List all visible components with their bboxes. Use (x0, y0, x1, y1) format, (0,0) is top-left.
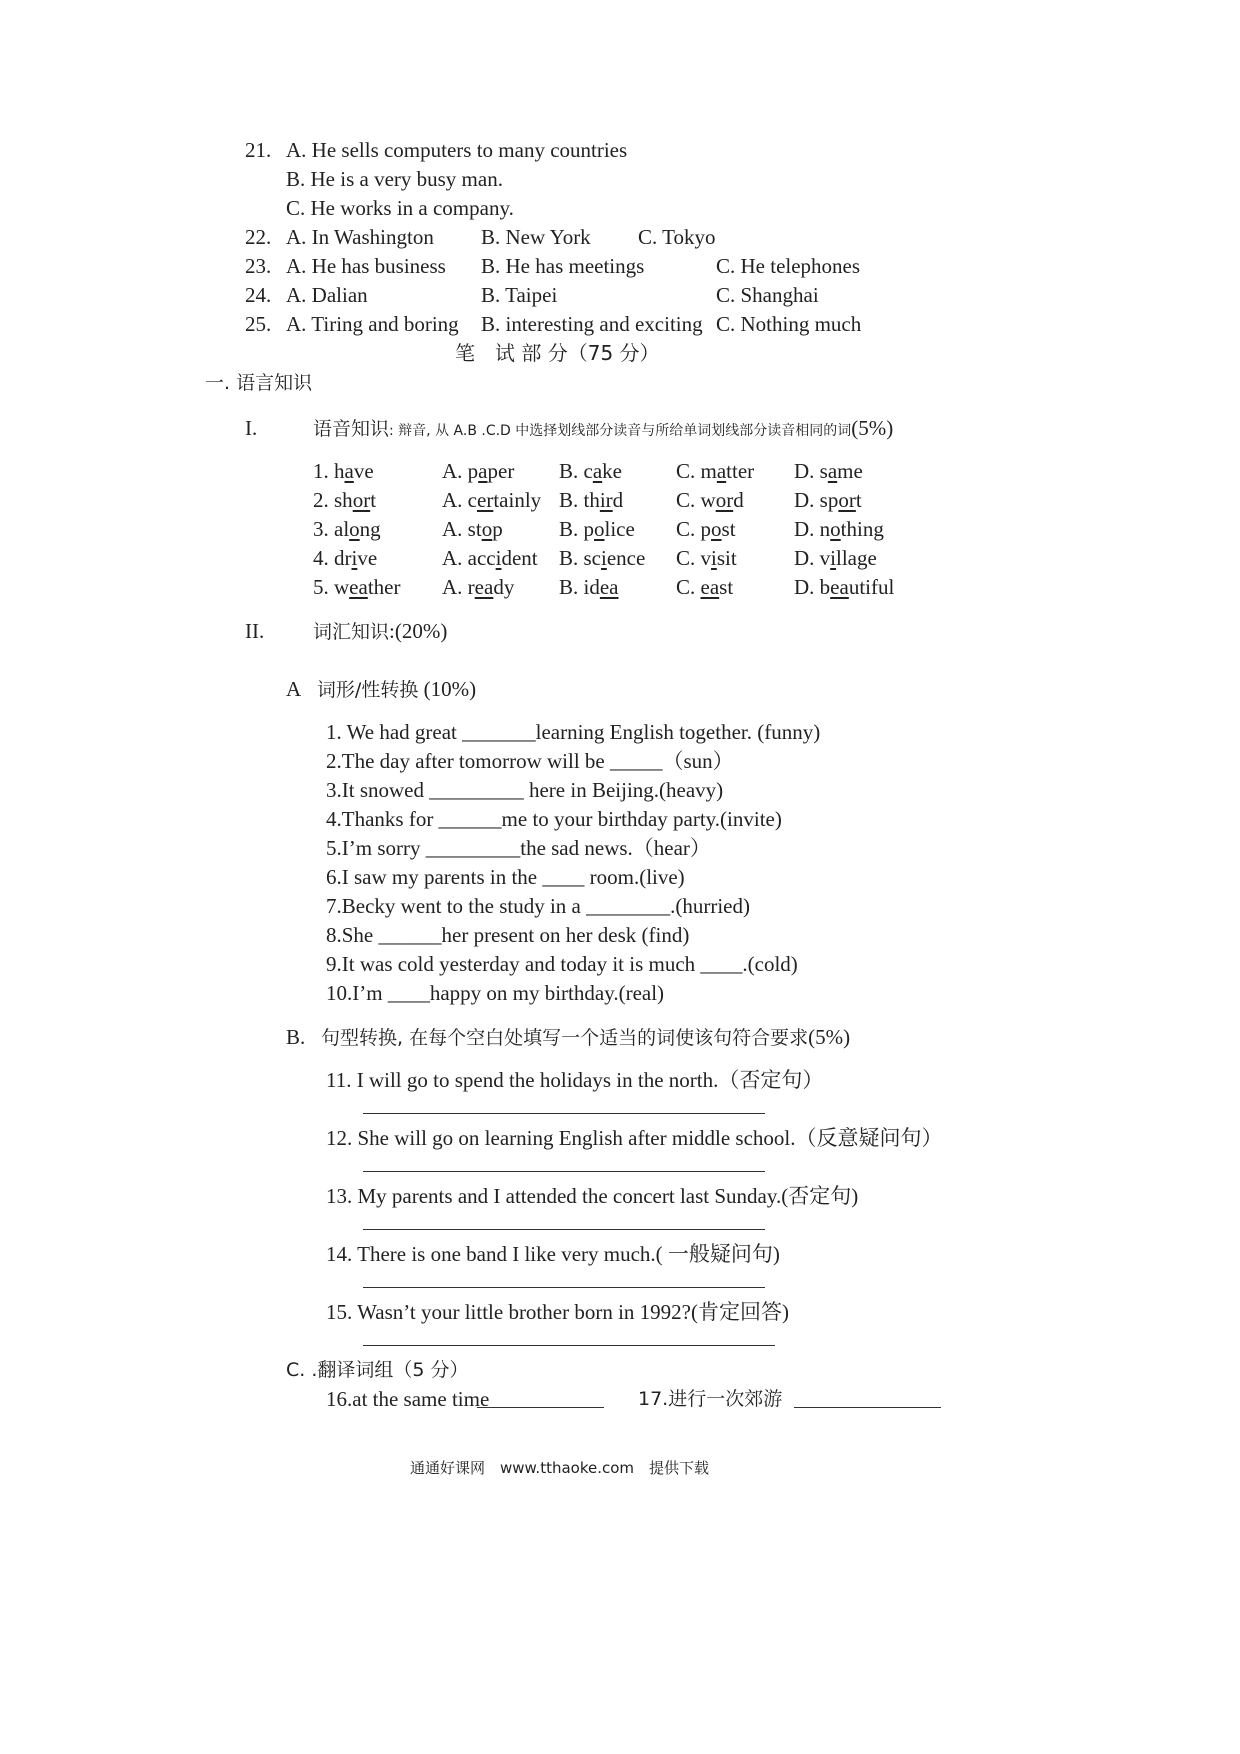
word-suffix: t (370, 488, 377, 512)
word-suffix: ve (357, 546, 378, 570)
word-form-item: 8.She ______her present on her desk (find) (326, 923, 690, 947)
word-prefix: D. n (794, 517, 831, 541)
word-form-item: 4.Thanks for ______me to your birthday party.(invite) (326, 807, 782, 831)
phonetics-option (559, 574, 619, 600)
answer-line[interactable] (363, 1287, 765, 1288)
word-prefix: B. th (559, 488, 600, 512)
phonetics-option (559, 545, 645, 571)
answer-line[interactable] (794, 1407, 941, 1408)
word-suffix: ve (353, 459, 374, 483)
q24-option-c: C. Shanghai (716, 283, 819, 307)
phonetics-option (559, 516, 635, 542)
underlined-letters: o (711, 517, 722, 541)
underlined-letters: ea (830, 575, 849, 599)
footer-text: 通通好课网 www.tthaoke.com 提供下载 (410, 1459, 710, 1477)
word-suffix: thing (840, 517, 884, 541)
underlined-letters: ea (700, 575, 720, 599)
word-prefix: A. acc (442, 546, 496, 570)
underlined-letters: a (478, 459, 488, 483)
word-prefix: B. id (559, 575, 600, 599)
word-suffix: utiful (848, 575, 895, 599)
phonetics-option (794, 545, 877, 571)
underlined-letters: o (349, 517, 360, 541)
word-prefix: B. c (559, 459, 593, 483)
q25-option-a: A. Tiring and boring (286, 312, 459, 336)
word-suffix: tainly (493, 488, 542, 512)
underlined-letters: a (344, 459, 354, 483)
word-prefix: D. s (794, 459, 828, 483)
phonetics-option (676, 574, 733, 600)
word-form-item: 2.The day after tomorrow will be _____（sun） (326, 749, 734, 773)
word-form-item: 7.Becky went to the study in a ________.(hurried) (326, 894, 750, 918)
phonetics-title: 语音知识 (313, 418, 390, 440)
section-b-title: 句型转换, 在每个空白处填写一个适当的词使该句符合要求 (321, 1027, 809, 1049)
answer-line[interactable] (363, 1113, 765, 1114)
word-prefix: A. c (442, 488, 477, 512)
word-prefix: A. st (442, 517, 482, 541)
underlined-letters: o (594, 517, 605, 541)
phonetics-option (794, 516, 884, 542)
word-prefix: 2. sh (313, 488, 353, 512)
underlined-letters: i (830, 546, 837, 570)
word-suffix: st (719, 575, 734, 599)
underlined-letters: i (711, 546, 717, 570)
answer-line[interactable] (363, 1171, 765, 1172)
word-suffix: p (492, 517, 503, 541)
q25-option-c: C. Nothing much (716, 312, 862, 336)
phonetics-score: (5%) (851, 416, 894, 440)
word-suffix: tter (726, 459, 755, 483)
word-suffix: d (612, 488, 624, 512)
word-prefix: 3. al (313, 517, 350, 541)
transform-item: 13. My parents and I attended the concert last Sunday.(否定句) (326, 1184, 859, 1208)
underlined-letters: or (715, 488, 734, 512)
phonetics-option (559, 458, 622, 484)
section-c-title: C. .翻译词组（5 分） (286, 1359, 469, 1381)
word-prefix: C. v (676, 546, 712, 570)
phonetics-given-word (313, 458, 374, 484)
word-suffix: per (487, 459, 515, 483)
word-suffix: t (855, 488, 862, 512)
answer-line[interactable] (363, 1229, 765, 1230)
word-suffix: lice (604, 517, 635, 541)
phonetics-given-word (313, 545, 377, 571)
word-prefix: D. v (794, 546, 831, 570)
word-suffix: me (837, 459, 863, 483)
q23-option-a: A. He has business (286, 254, 446, 278)
phonetics-option (442, 545, 538, 571)
phonetics-option (676, 487, 744, 513)
word-suffix: sit (716, 546, 737, 570)
vocabulary-title: 词汇知识 (313, 621, 390, 643)
q24-option-a: A. Dalian (286, 283, 368, 307)
word-prefix: A. p (442, 459, 479, 483)
word-prefix: B. sc (559, 546, 601, 570)
word-form-item: 3.It snowed _________ here in Beijing.(heavy) (326, 778, 724, 802)
q21-option-c: C. He works in a company. (286, 196, 514, 220)
translate-item-16: 16.at the same time (326, 1387, 490, 1411)
vocabulary-heading (313, 618, 447, 645)
section-a-title: 词形/性转换 (316, 679, 419, 701)
underlined-letters: i (495, 546, 502, 570)
word-form-item: 6.I saw my parents in the ____ room.(live) (326, 865, 685, 889)
underlined-letters: a (592, 459, 603, 483)
phonetics-option (794, 458, 863, 484)
transform-item: 12. She will go on learning English after middle school.（反意疑问句） (326, 1126, 943, 1150)
q25-option-b: B. interesting and exciting (481, 312, 703, 336)
q21-number: 21. (245, 138, 272, 162)
section-b-score: (5%) (808, 1025, 851, 1049)
q22-number: 22. (245, 225, 272, 249)
vocabulary-score: :(20%) (389, 619, 448, 643)
underlined-letters: ir (599, 488, 613, 512)
transform-item: 11. I will go to spend the holidays in the north.（否定句） (326, 1068, 824, 1092)
word-prefix: D. sp (794, 488, 839, 512)
word-suffix: st (721, 517, 736, 541)
word-prefix: 4. dr (313, 546, 352, 570)
phonetics-instruction: : 辩音, 从 A.B .C.D 中选择划线部分读音与所给单词划线部分读音相同的词 (389, 423, 852, 439)
phonetics-option (442, 458, 514, 484)
q22-option-c: C. Tokyo (638, 225, 716, 249)
word-prefix: 1. h (313, 459, 345, 483)
phonetics-option (559, 487, 623, 513)
word-prefix: 5. w (313, 575, 350, 599)
word-form-item: 1. We had great _______learning English together. (funny) (326, 720, 821, 744)
word-suffix: dent (501, 546, 538, 570)
word-prefix: B. p (559, 517, 595, 541)
q23-option-b: B. He has meetings (481, 254, 645, 278)
phonetics-given-word (313, 516, 381, 542)
underlined-letters: a (716, 459, 727, 483)
section-a-heading (286, 676, 476, 703)
phonetics-option (676, 458, 754, 484)
phonetics-option (676, 516, 736, 542)
phonetics-heading (313, 415, 893, 444)
word-suffix: ther (367, 575, 401, 599)
word-form-item: 9.It was cold yesterday and today it is much ____.(cold) (326, 952, 798, 976)
q25-number: 25. (245, 312, 272, 336)
underlined-letters: i (601, 546, 607, 570)
section-a-score: (10%) (423, 677, 477, 701)
word-suffix: d (733, 488, 744, 512)
word-form-item: 5.I’m sorry _________the sad news.（hear） (326, 836, 711, 860)
word-prefix: D. b (794, 575, 831, 599)
word-prefix: C. p (676, 517, 712, 541)
q22-option-a: A. In Washington (286, 225, 434, 249)
underlined-letters: i (351, 546, 358, 570)
phonetics-number: I. (245, 416, 258, 440)
vocabulary-number: II. (245, 619, 265, 643)
underlined-letters: a (827, 459, 838, 483)
word-prefix: C. (676, 575, 701, 599)
word-prefix: A. r (442, 575, 475, 599)
word-prefix: C. m (676, 459, 717, 483)
translate-item-17: 17.进行一次郊游 (638, 1388, 783, 1410)
q21-option-a: A. He sells computers to many countries (286, 138, 628, 162)
phonetics-given-word (313, 574, 400, 600)
written-section-title: 笔 试 部 分（75 分） (455, 341, 660, 365)
transform-item: 15. Wasn’t your little brother born in 1992?(肯定回答) (326, 1300, 789, 1324)
answer-line[interactable] (363, 1345, 775, 1346)
word-suffix: ng (359, 517, 381, 541)
section-a-label: A (286, 677, 302, 701)
underlined-letters: or (838, 488, 856, 512)
phonetics-option (676, 545, 737, 571)
part-one-title: 一. 语言知识 (205, 372, 313, 394)
underlined-letters: ea (474, 575, 494, 599)
word-suffix: llage (836, 546, 877, 570)
underlined-letters: er (477, 488, 494, 512)
answer-line[interactable] (477, 1407, 604, 1408)
underlined-letters: o (830, 517, 841, 541)
phonetics-option (442, 516, 503, 542)
section-b-heading (286, 1024, 850, 1051)
word-prefix: C. w (676, 488, 716, 512)
q24-number: 24. (245, 283, 272, 307)
q24-option-b: B. Taipei (481, 283, 558, 307)
q23-option-c: C. He telephones (716, 254, 861, 278)
underlined-letters: ea (349, 575, 368, 599)
word-form-item: 10.I’m ____happy on my birthday.(real) (326, 981, 665, 1005)
underlined-letters: o (481, 517, 493, 541)
word-suffix: dy (493, 575, 515, 599)
transform-item: 14. There is one band I like very much.( 一般疑问句) (326, 1242, 780, 1266)
section-b-label: B. (286, 1025, 306, 1049)
phonetics-given-word (313, 487, 376, 513)
word-suffix: ke (602, 459, 622, 483)
underlined-letters: ea (599, 575, 619, 599)
phonetics-option (794, 487, 862, 513)
q22-option-b: B. New York (481, 225, 591, 249)
phonetics-option (794, 574, 894, 600)
word-suffix: ence (606, 546, 646, 570)
q21-option-b: B. He is a very busy man. (286, 167, 503, 191)
phonetics-option (442, 574, 514, 600)
underlined-letters: or (352, 488, 371, 512)
phonetics-option (442, 487, 541, 513)
q23-number: 23. (245, 254, 272, 278)
